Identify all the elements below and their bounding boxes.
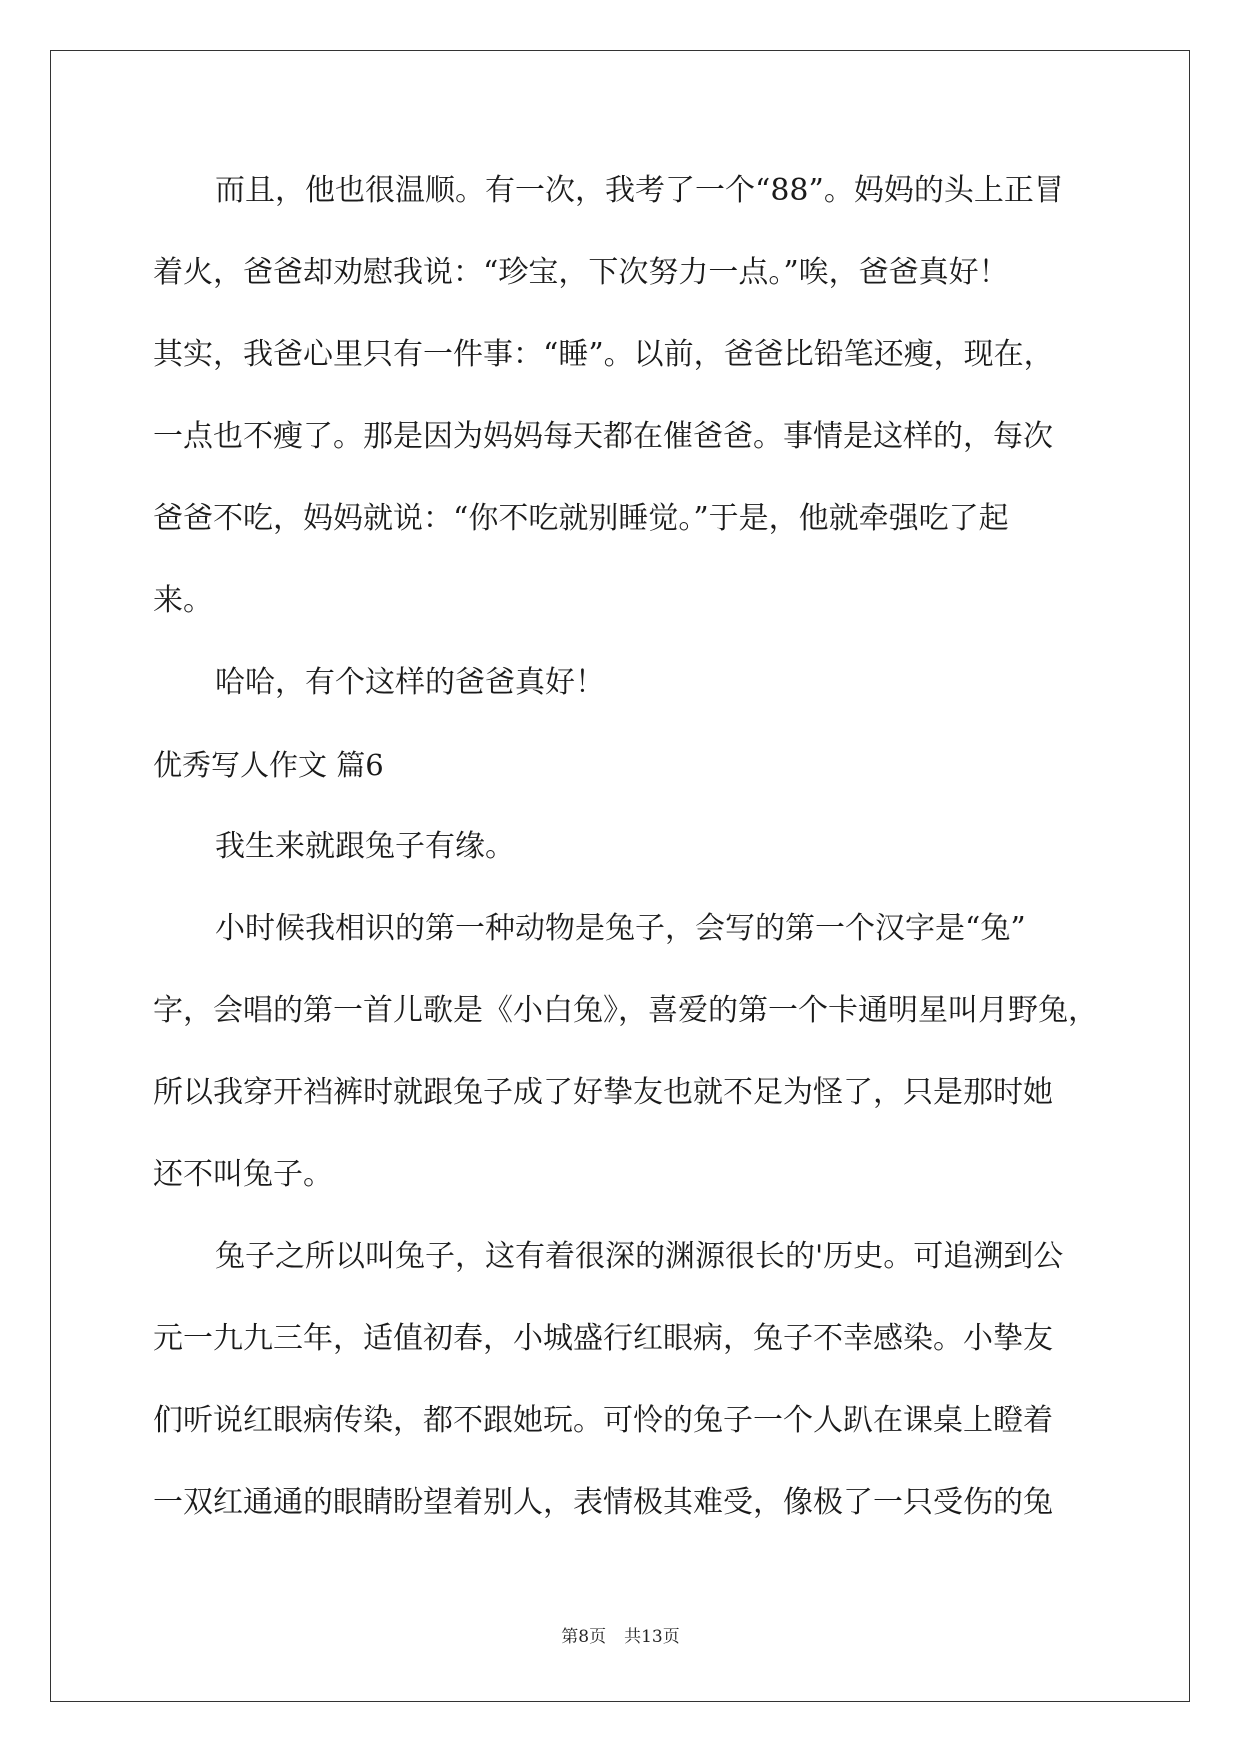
text-line: 字，会唱的第一首儿歌是《小白兔》，喜爱的第一个卡通明星叫月野兔，: [153, 993, 1098, 1028]
text-line: 们听说红眼病传染，都不跟她玩。可怜的兔子一个人趴在课桌上瞪着: [153, 1403, 1053, 1438]
text-line: 我生来就跟兔子有缘。: [215, 829, 515, 864]
text-line: 所以我穿开裆裤时就跟兔子成了好挚友也就不足为怪了，只是那时她: [153, 1075, 1053, 1110]
page-total: 共13页: [624, 1627, 680, 1647]
text-line: 着火，爸爸却劝慰我说：“珍宝，下次努力一点。”唉，爸爸真好！: [153, 255, 1009, 290]
page-footer: [0, 1622, 1241, 1647]
text-line: 而且，他也很温顺。有一次，我考了一个“88”。妈妈的头上正冒: [215, 173, 1064, 208]
text-line: 还不叫兔子。: [153, 1157, 333, 1192]
text-line: 来。: [153, 583, 213, 618]
text-line: 哈哈，有个这样的爸爸真好！: [215, 665, 605, 700]
text-line: 其实，我爸心里只有一件事：“睡”。以前，爸爸比铅笔还瘦，现在，: [153, 337, 1054, 372]
page-number: 第8页: [561, 1627, 607, 1647]
text-line: 一点也不瘦了。那是因为妈妈每天都在催爸爸。事情是这样的，每次: [153, 419, 1053, 454]
document-body: [153, 160, 1098, 1554]
text-line: 兔子之所以叫兔子，这有着很深的渊源很长的'历史。可追溯到公: [215, 1239, 1064, 1274]
text-line: 爸爸不吃，妈妈就说：“你不吃就别睡觉。”于是，他就牵强吃了起: [153, 501, 1009, 536]
text-line: 一双红通通的眼睛盼望着别人，表情极其难受，像极了一只受伤的兔: [153, 1485, 1053, 1520]
text-line: 元一九九三年，适值初春，小城盛行红眼病，兔子不幸感染。小挚友: [153, 1321, 1053, 1356]
text-line: 小时候我相识的第一种动物是兔子，会写的第一个汉字是“兔”: [215, 911, 1026, 946]
section-heading: 优秀写人作文 篇6: [153, 748, 384, 782]
